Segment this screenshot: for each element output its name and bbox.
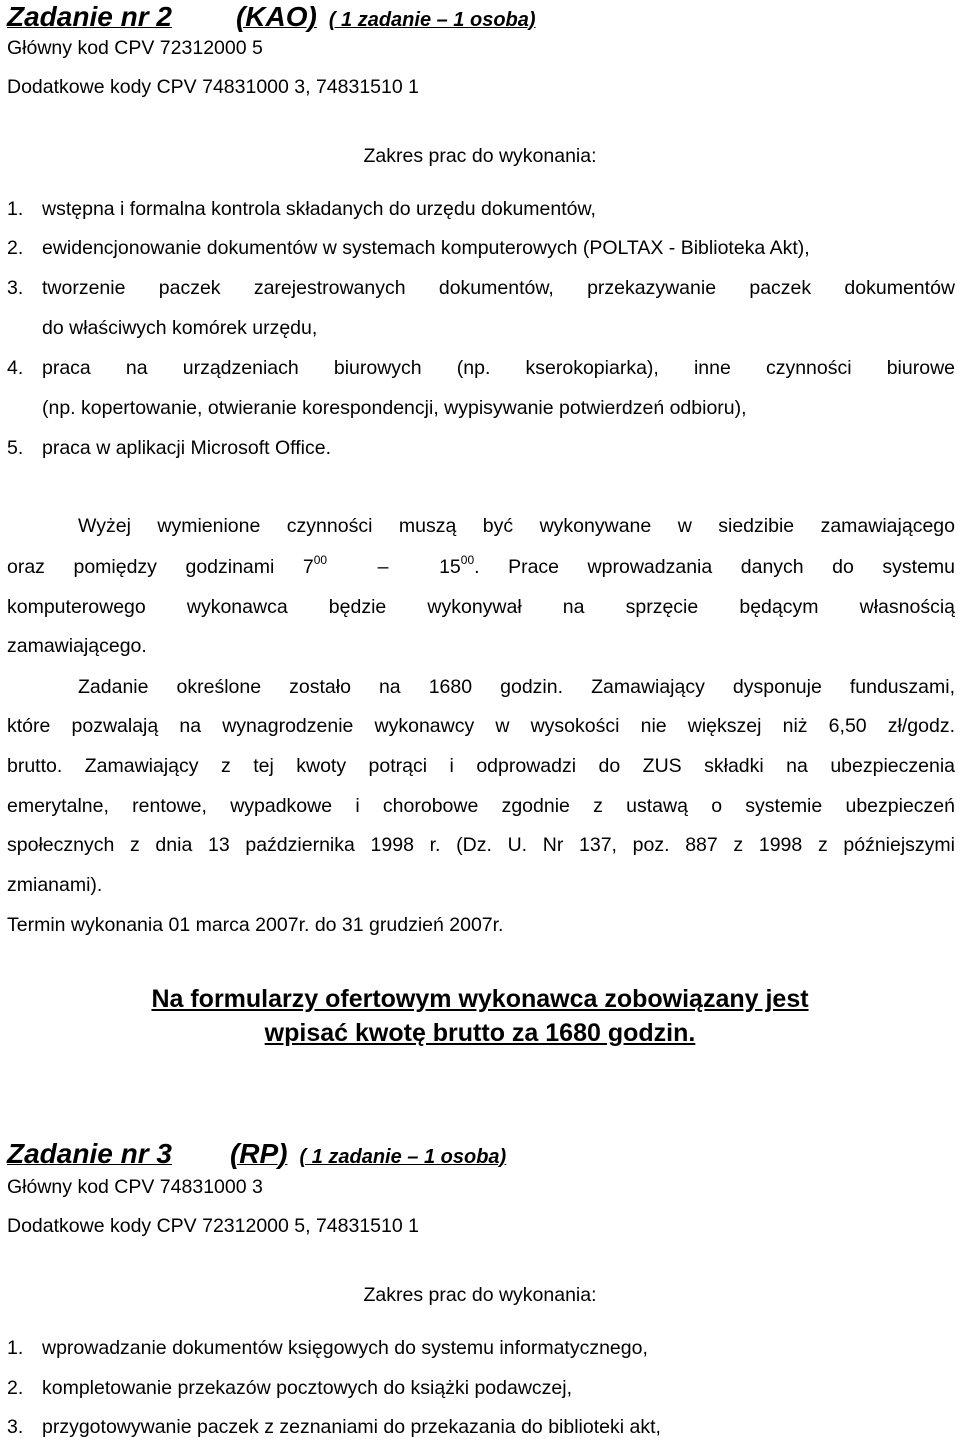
task2-para1-line3: komputerowego wykonawca będzie wykonywał na sprzęcie będącym własnością	[7, 596, 955, 618]
task2-para1-line2	[7, 555, 955, 579]
task2-item-2-text: ewidencjonowanie dokumentów w systemach komputerowych (POLTAX - Biblioteka Akt),	[42, 237, 810, 259]
task2-item-2-num: 2.	[7, 237, 24, 259]
task2-item-4	[7, 356, 955, 380]
task3-item-2	[7, 1376, 955, 1400]
task2-para1-hours-c: . Prace wprowadzania danych do systemu	[474, 556, 956, 578]
task2-item-5	[7, 436, 955, 460]
task3-item-2-text: kompletowanie przekazów pocztowych do książki podawczej,	[42, 1377, 573, 1399]
task2-para2-line5: społecznych z dnia 13 października 1998 r. (Dz. U. Nr 137, poz. 887 z 1998 z późniejszymi	[7, 834, 955, 856]
task3-extra-cpv: Dodatkowe kody CPV 72312000 5, 74831510 1	[7, 1215, 419, 1237]
task2-para2-line6: zmianami).	[7, 874, 103, 896]
task2-para2-line4: emerytalne, rentowe, wypadkowe i chorobowe zgodnie z ustawą o systemie ubezpieczeń	[7, 795, 955, 817]
task2-item-4-text: praca na urządzeniach biurowych (np. kserokopiarka), inne czynności biurowe	[42, 357, 955, 379]
task3-item-1-text: wprowadzanie dokumentów księgowych do systemu informatycznego,	[42, 1337, 648, 1359]
task3-note: ( 1 zadanie – 1 osoba)	[299, 1146, 507, 1168]
task2-heading	[7, 2, 536, 37]
task2-main-cpv: Główny kod CPV 72312000 5	[7, 37, 263, 59]
task2-item-1-text: wstępna i formalna kontrola składanych do urzędu dokumentów,	[42, 198, 596, 220]
task3-item-1	[7, 1336, 955, 1360]
task2-para1-line1: Wyżej wymienione czynności muszą być wykonywane w siedzibie zamawiającego	[78, 515, 955, 537]
task2-para1-hours-a: oraz pomiędzy godzinami 7	[7, 556, 314, 578]
task2-code: (KAO)	[235, 1, 317, 32]
task3-item-3-num: 3.	[7, 1416, 24, 1438]
task3-scope-heading-text: Zakres prac do wykonania:	[363, 1284, 597, 1306]
task3-heading	[7, 1139, 506, 1174]
task2-para2-line3: brutto. Zamawiający z tej kwoty potrąci i odprowadzi do ZUS składki na ubezpieczenia	[7, 755, 955, 777]
task3-scope-heading	[0, 1283, 960, 1307]
task2-scope-heading-text: Zakres prac do wykonania:	[363, 145, 597, 167]
task2-para1-sup1: 00	[313, 553, 328, 567]
task3-item-3-text: przygotowywanie paczek z zeznaniami do przekazania do biblioteki akt,	[42, 1416, 661, 1438]
task2-emphasis-line1: Na formularzy ofertowym wykonawca zobowiązany jest	[151, 985, 809, 1013]
task2-item-1	[7, 197, 955, 221]
task2-item-1-num: 1.	[7, 198, 24, 220]
task3-item-1-num: 1.	[7, 1337, 24, 1359]
task2-item-5-text: praca w aplikacji Microsoft Office.	[42, 437, 331, 459]
task2-title: Zadanie nr 2	[7, 1, 172, 32]
task3-item-2-num: 2.	[7, 1377, 24, 1399]
task2-item-4-continuation: (np. kopertowanie, otwieranie korespondencji, wypisywanie potwierdzeń odbioru),	[42, 397, 747, 419]
task3-item-3	[7, 1415, 955, 1439]
task2-item-3-continuation: do właściwych komórek urzędu,	[42, 317, 318, 339]
task2-para1-line4: zamawiającego.	[7, 635, 147, 657]
task2-note: ( 1 zadanie – 1 osoba)	[328, 9, 536, 31]
task2-para2-line2: które pozwalają na wynagrodzenie wykonawcy w wysokości nie większej niż 6,50 zł/godz.	[7, 715, 955, 737]
task3-main-cpv: Główny kod CPV 74831000 3	[7, 1176, 263, 1198]
task2-emphasis-line2: wpisać kwotę brutto za 1680 godzin.	[264, 1019, 696, 1047]
task3-code: (RP)	[229, 1138, 288, 1169]
task2-item-3	[7, 276, 955, 300]
task2-para1-hours-b: 15	[439, 556, 461, 578]
task2-para1-dash: –	[377, 556, 389, 578]
task2-item-3-text: tworzenie paczek zarejestrowanych dokumentów, przekazywanie paczek dokumentów	[42, 277, 955, 299]
task2-para1-sup2: 00	[460, 553, 475, 567]
task3-title: Zadanie nr 3	[7, 1138, 172, 1169]
task2-item-4-num: 4.	[7, 357, 24, 379]
task2-para2-line1: Zadanie określone zostało na 1680 godzin. Zamawiający dysponuje funduszami,	[78, 676, 955, 698]
task2-item-5-num: 5.	[7, 437, 24, 459]
task2-item-2	[7, 236, 955, 260]
task2-extra-cpv: Dodatkowe kody CPV 74831000 3, 74831510 1	[7, 76, 419, 98]
task2-term: Termin wykonania 01 marca 2007r. do 31 grudzień 2007r.	[7, 914, 504, 936]
task2-item-3-num: 3.	[7, 277, 24, 299]
task2-scope-heading	[0, 144, 960, 168]
